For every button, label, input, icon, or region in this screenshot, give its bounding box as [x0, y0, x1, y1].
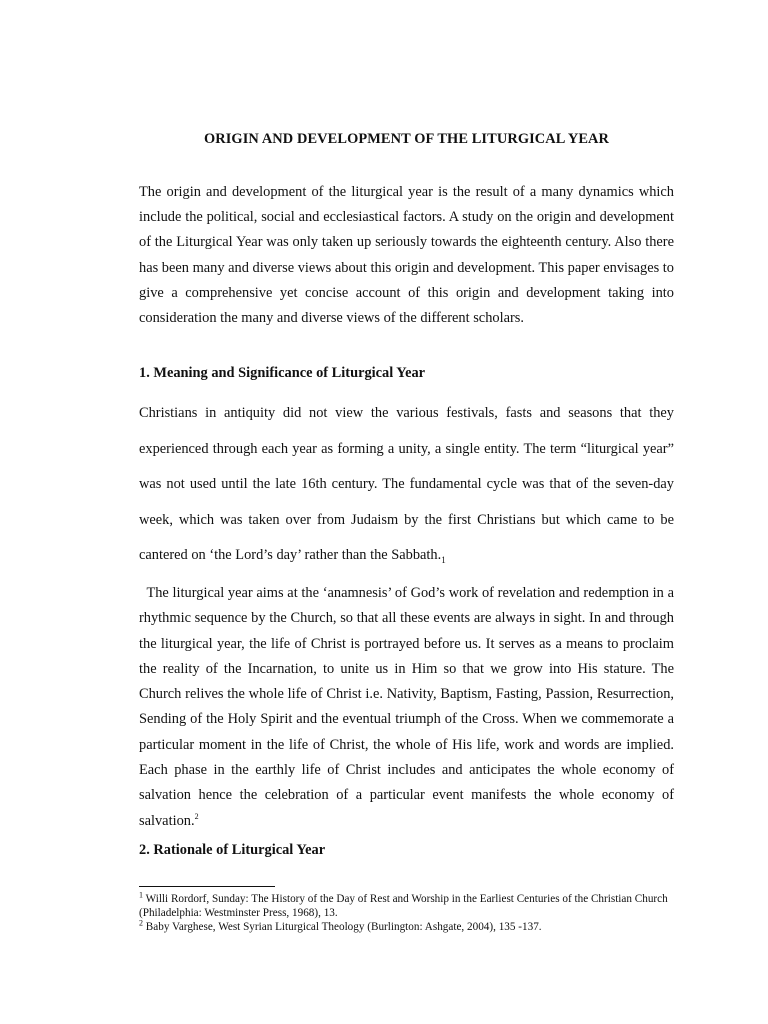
footnote-2-number: 2 [139, 918, 143, 928]
footnote-1-text: Willi Rordorf, Sunday: The History of the Day of Rest and Worship in the Earliest Centuries of the Christian Church (Philadelphia: Westminster Press, 1968), 13. [139, 893, 668, 919]
liturgical-year-paragraph [139, 581, 674, 834]
footnote-1 [139, 892, 674, 920]
footnotes [139, 892, 674, 934]
meaning-paragraph [139, 396, 674, 574]
footnote-2-text: Baby Varghese, West Syrian Liturgical Theology (Burlington: Ashgate, 2004), 135 -137. [145, 921, 542, 933]
footnote-ref-2: 2 [194, 811, 199, 821]
page-title: ORIGIN AND DEVELOPMENT OF THE LITURGICAL YEAR [203, 131, 610, 147]
section-2-heading: 2. Rationale of Liturgical Year [139, 842, 326, 858]
meaning-text: Christians in antiquity did not view the various festivals, fasts and seasons that they experienced through each year as forming a unity, a single entity. The term “liturgical year” was not used until the late 16th century. The fundamental cycle was that of the seven-day week, which was taken over from Judaism by the first Christians but which came to be cantered on ‘the Lord’s day’ rather than the Sabbath. [139, 405, 674, 563]
footnote-divider [139, 886, 275, 887]
footnote-2 [139, 920, 674, 934]
section-1-heading: 1. Meaning and Significance of Liturgical Year [139, 365, 426, 381]
intro-paragraph: The origin and development of the liturgical year is the result of a many dynamics which include the political, social and ecclesiastical factors. A study on the origin and development of the Liturgical Year was only taken up seriously towards the eighteenth century. Also there has been many and diverse views about this origin and development. This paper envisages to give a comprehensive yet concise account of this origin and development taking into consideration the many and diverse views of the different scholars. [139, 184, 674, 327]
footnote-ref-1: 1 [441, 554, 446, 565]
liturgical-year-text: The liturgical year aims at the ‘anamnesis’ of God’s work of revelation and redemption in a rhythmic sequence by the Church, so that all these events are always in sight. In and through the liturgical year, the life of Christ is portrayed before us. It serves as a means to proclaim the reality of the Incarnation, to unite us in Him so that we grow into His stature. The Church relives the whole life of Christ i.e. Nativity, Baptism, Fasting, Passion, Resurrection, Sending of the Holy Spirit and the eventual triumph of the Cross. When we commemorate a particular moment in the life of Christ, the whole of His life, work and words are implied. Each phase in the earthly life of Christ includes and anticipates the whole economy of salvation hence the celebration of a particular event manifests the whole economy of salvation. [139, 585, 674, 829]
footnote-1-number: 1 [139, 890, 143, 900]
